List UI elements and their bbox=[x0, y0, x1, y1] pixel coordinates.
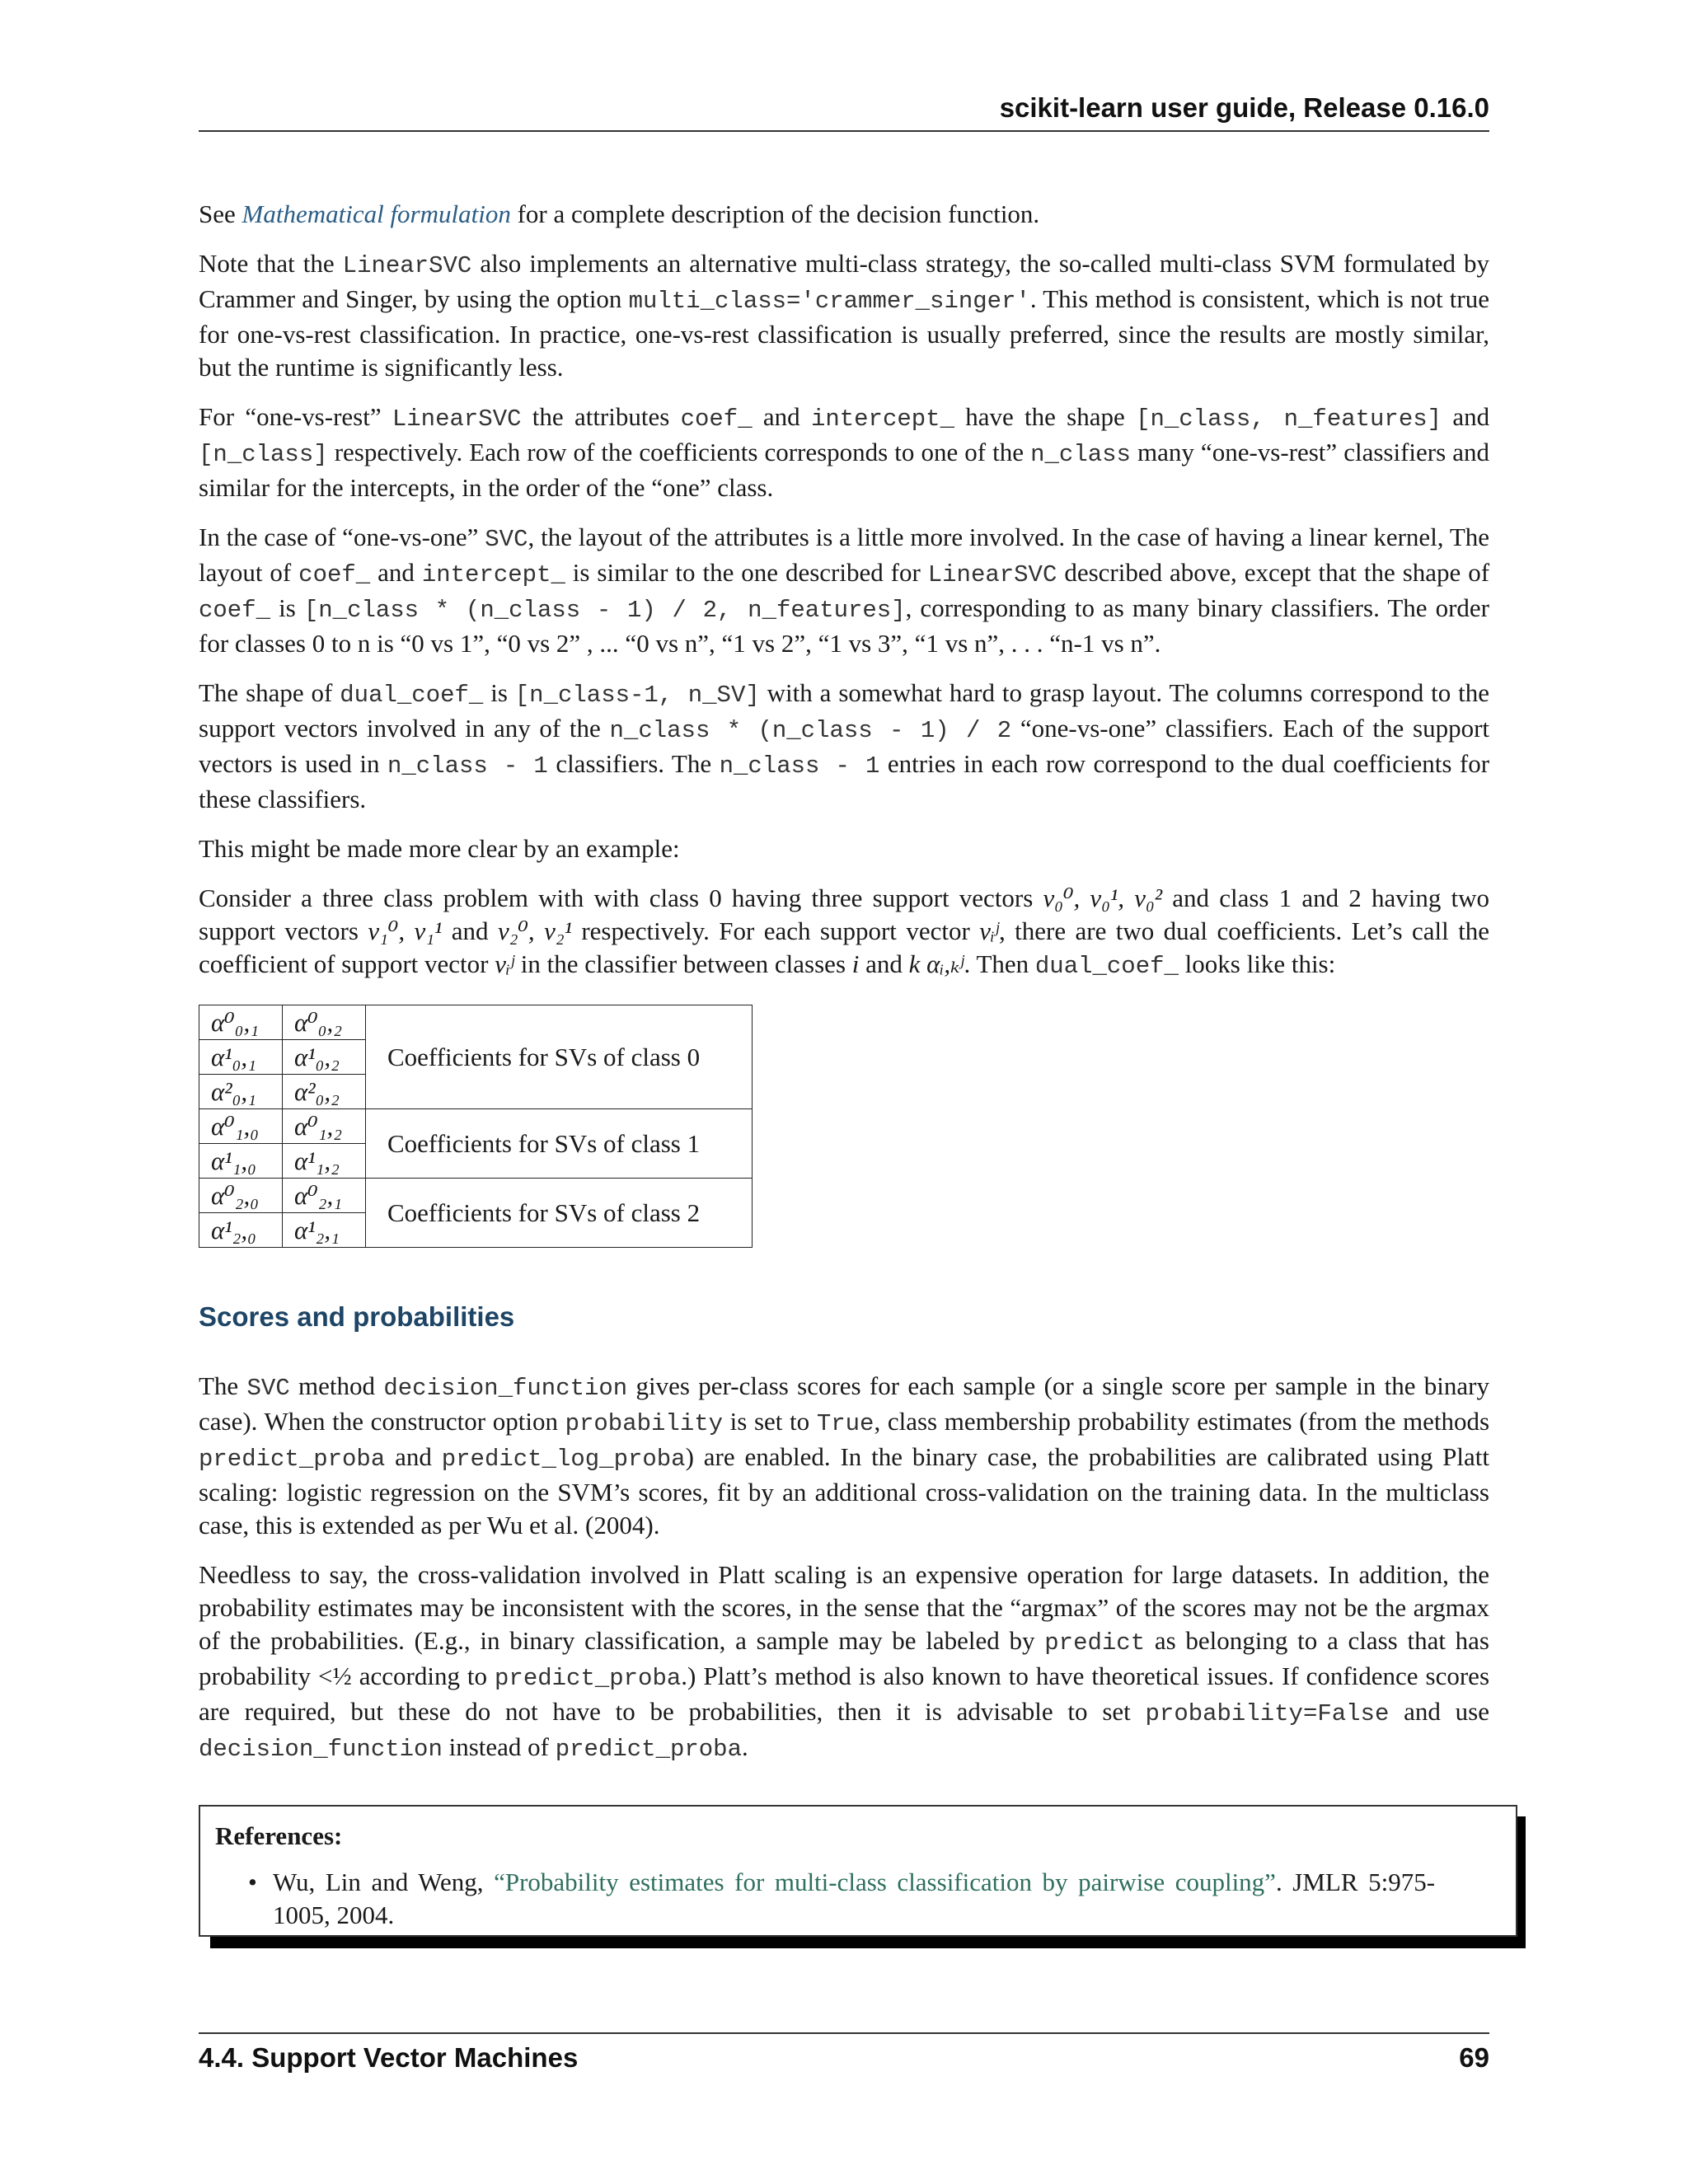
running-header: scikit-learn user guide, Release 0.16.0 bbox=[999, 92, 1489, 123]
alpha-cell: α²₀,₁ bbox=[199, 1075, 283, 1109]
alpha-cell: α¹₁,₀ bbox=[199, 1144, 283, 1179]
bullet-icon: • bbox=[248, 1868, 257, 1896]
alpha-cell: α¹₀,₁ bbox=[199, 1040, 283, 1075]
paragraph-scores: The SVC method decision_function gives per-class scores for each sample (or a single score per sample in the binary case). When the constructor option probability is set to True, class membership probability estimates (from the methods predict_proba and predict_log_proba) are enabled. In the binary case, the probabilities are calibrated using Platt scaling: logistic regression on the SVM’s scores, fit by an additional cross-validation on the training data. In the multiclass case, this is extended as per Wu et al. (2004). bbox=[199, 1371, 1490, 1540]
dual-coef-table bbox=[199, 1005, 753, 1248]
paragraph-platt-scaling: Needless to say, the cross-validation involved in Platt scaling is an expensive operation for large datasets. In addition, the probability estimates may be inconsistent with the scores, in the sense that the “argmax” of the scores may not be the argmax of the probabilities. (E.g., in binary classification, a sample may be labeled by predict as belonging to a class that has probability <½ according to predict_proba.) Platt’s method is also known to have theoretical issues. If confidence scores are required, but these do not have to be probabilities, then it is advisable to set probability=False and use decision_function instead of predict_proba. bbox=[199, 1560, 1490, 1763]
alpha-cell: α²₀,₂ bbox=[283, 1075, 366, 1109]
references-panel bbox=[199, 1805, 1517, 1937]
paragraph-one-vs-one: In the case of “one-vs-one” SVC, the layout of the attributes is a little more involved. In the case of having a linear kernel, The layout of coef_ and intercept_ is similar to the one described for LinearSVC described above, except that the shape of coef_ is [n_class * (n_class - 1) / 2, n_features], corresponding to as many binary classifiers. The order for classes 0 to n is “0 vs 1”, “0 vs 2” , ... “0 vs n”, “1 vs 2”, “1 vs 3”, “1 vs n”, . . . “n-1 vs n”. bbox=[199, 523, 1490, 658]
paragraph-linearsvc-multiclass: Note that the LinearSVC also implements an alternative multi-class strategy, the so-called multi-class SVM formulated by Crammer and Singer, by using the option multi_class='crammer_singer'. This method is consistent, which is not true for one-vs-rest classification. In practice, one-vs-rest classification is usually preferred, since the results are mostly similar, but the runtime is significantly less. bbox=[199, 249, 1490, 382]
footer-rule bbox=[199, 2032, 1489, 2034]
section-title: Scores and probabilities bbox=[199, 1301, 515, 1332]
paragraph-one-vs-rest: For “one-vs-rest” LinearSVC the attributes coef_ and intercept_ have the shape [n_class, n_features] and [n_class] respectively. Each row of the coefficients corresponds to one of the n_class many “one-vs-rest” classifiers and similar for the intercepts, in the order of the “one” class. bbox=[199, 402, 1490, 502]
paragraph-three-class-example: Consider a three class problem with with class 0 having three support vectors v₀⁰, v₀¹, v₀² and class 1 and 2 having two support vectors v₁⁰, v₁¹ and v₂⁰, v₂¹ respectively. For each support vector vᵢʲ, there are two dual coefficients. Let’s call the coefficient of support vector vᵢʲ in the classifier between classes i and k αᵢ,ₖʲ. Then dual_coef_ looks like this: bbox=[199, 883, 1490, 980]
alpha-cell: α¹₂,₁ bbox=[283, 1213, 366, 1248]
class-1-description: Coefficients for SVs of class 1 bbox=[366, 1109, 753, 1179]
alpha-cell: α⁰₂,₀ bbox=[199, 1179, 283, 1213]
mathematical-formulation-link[interactable]: Mathematical formulation bbox=[241, 199, 511, 228]
table-row bbox=[199, 1109, 753, 1144]
alpha-cell: α¹₀,₂ bbox=[283, 1040, 366, 1075]
class-0-description: Coefficients for SVs of class 0 bbox=[366, 1005, 753, 1109]
reference-paper-link[interactable]: “Probability estimates for multi-class classification by pairwise coupling” bbox=[494, 1868, 1276, 1896]
page-number: 69 bbox=[1459, 2042, 1489, 2073]
references-box bbox=[199, 1805, 1514, 1937]
alpha-cell: α⁰₂,₁ bbox=[283, 1179, 366, 1213]
references-title: References: bbox=[215, 1821, 343, 1850]
alpha-cell: α¹₁,₂ bbox=[283, 1144, 366, 1179]
alpha-cell: α¹₂,₀ bbox=[199, 1213, 283, 1248]
reference-item: • Wu, Lin and Weng, “Probability estimates for multi-class classification by pairwise coupling”. JMLR 5:975-1005, 2004. bbox=[248, 1868, 1436, 1929]
alpha-cell: α⁰₁,₂ bbox=[283, 1109, 366, 1144]
paragraph-example-intro: This might be made more clear by an example: bbox=[199, 834, 680, 863]
table-row bbox=[199, 1179, 753, 1213]
header-rule bbox=[199, 130, 1489, 132]
alpha-cell: α⁰₀,₁ bbox=[199, 1005, 283, 1040]
table-row bbox=[199, 1005, 753, 1040]
paragraph-decision-function: See Mathematical formulation for a complete description of the decision function. bbox=[199, 199, 1040, 228]
alpha-cell: α⁰₁,₀ bbox=[199, 1109, 283, 1144]
alpha-cell: α⁰₀,₂ bbox=[283, 1005, 366, 1040]
footer-section-title: 4.4. Support Vector Machines bbox=[199, 2042, 579, 2073]
class-2-description: Coefficients for SVs of class 2 bbox=[366, 1179, 753, 1248]
main-content bbox=[199, 198, 1489, 1783]
paragraph-dual-coef-shape: The shape of dual_coef_ is [n_class-1, n_SV] with a somewhat hard to grasp layout. The columns correspond to the support vectors involved in any of the n_class * (n_class - 1) / 2 “one-vs-one” classifiers. Each of the support vectors is used in n_class - 1 classifiers. The n_class - 1 entries in each row correspond to the dual coefficients for these classifiers. bbox=[199, 678, 1490, 813]
